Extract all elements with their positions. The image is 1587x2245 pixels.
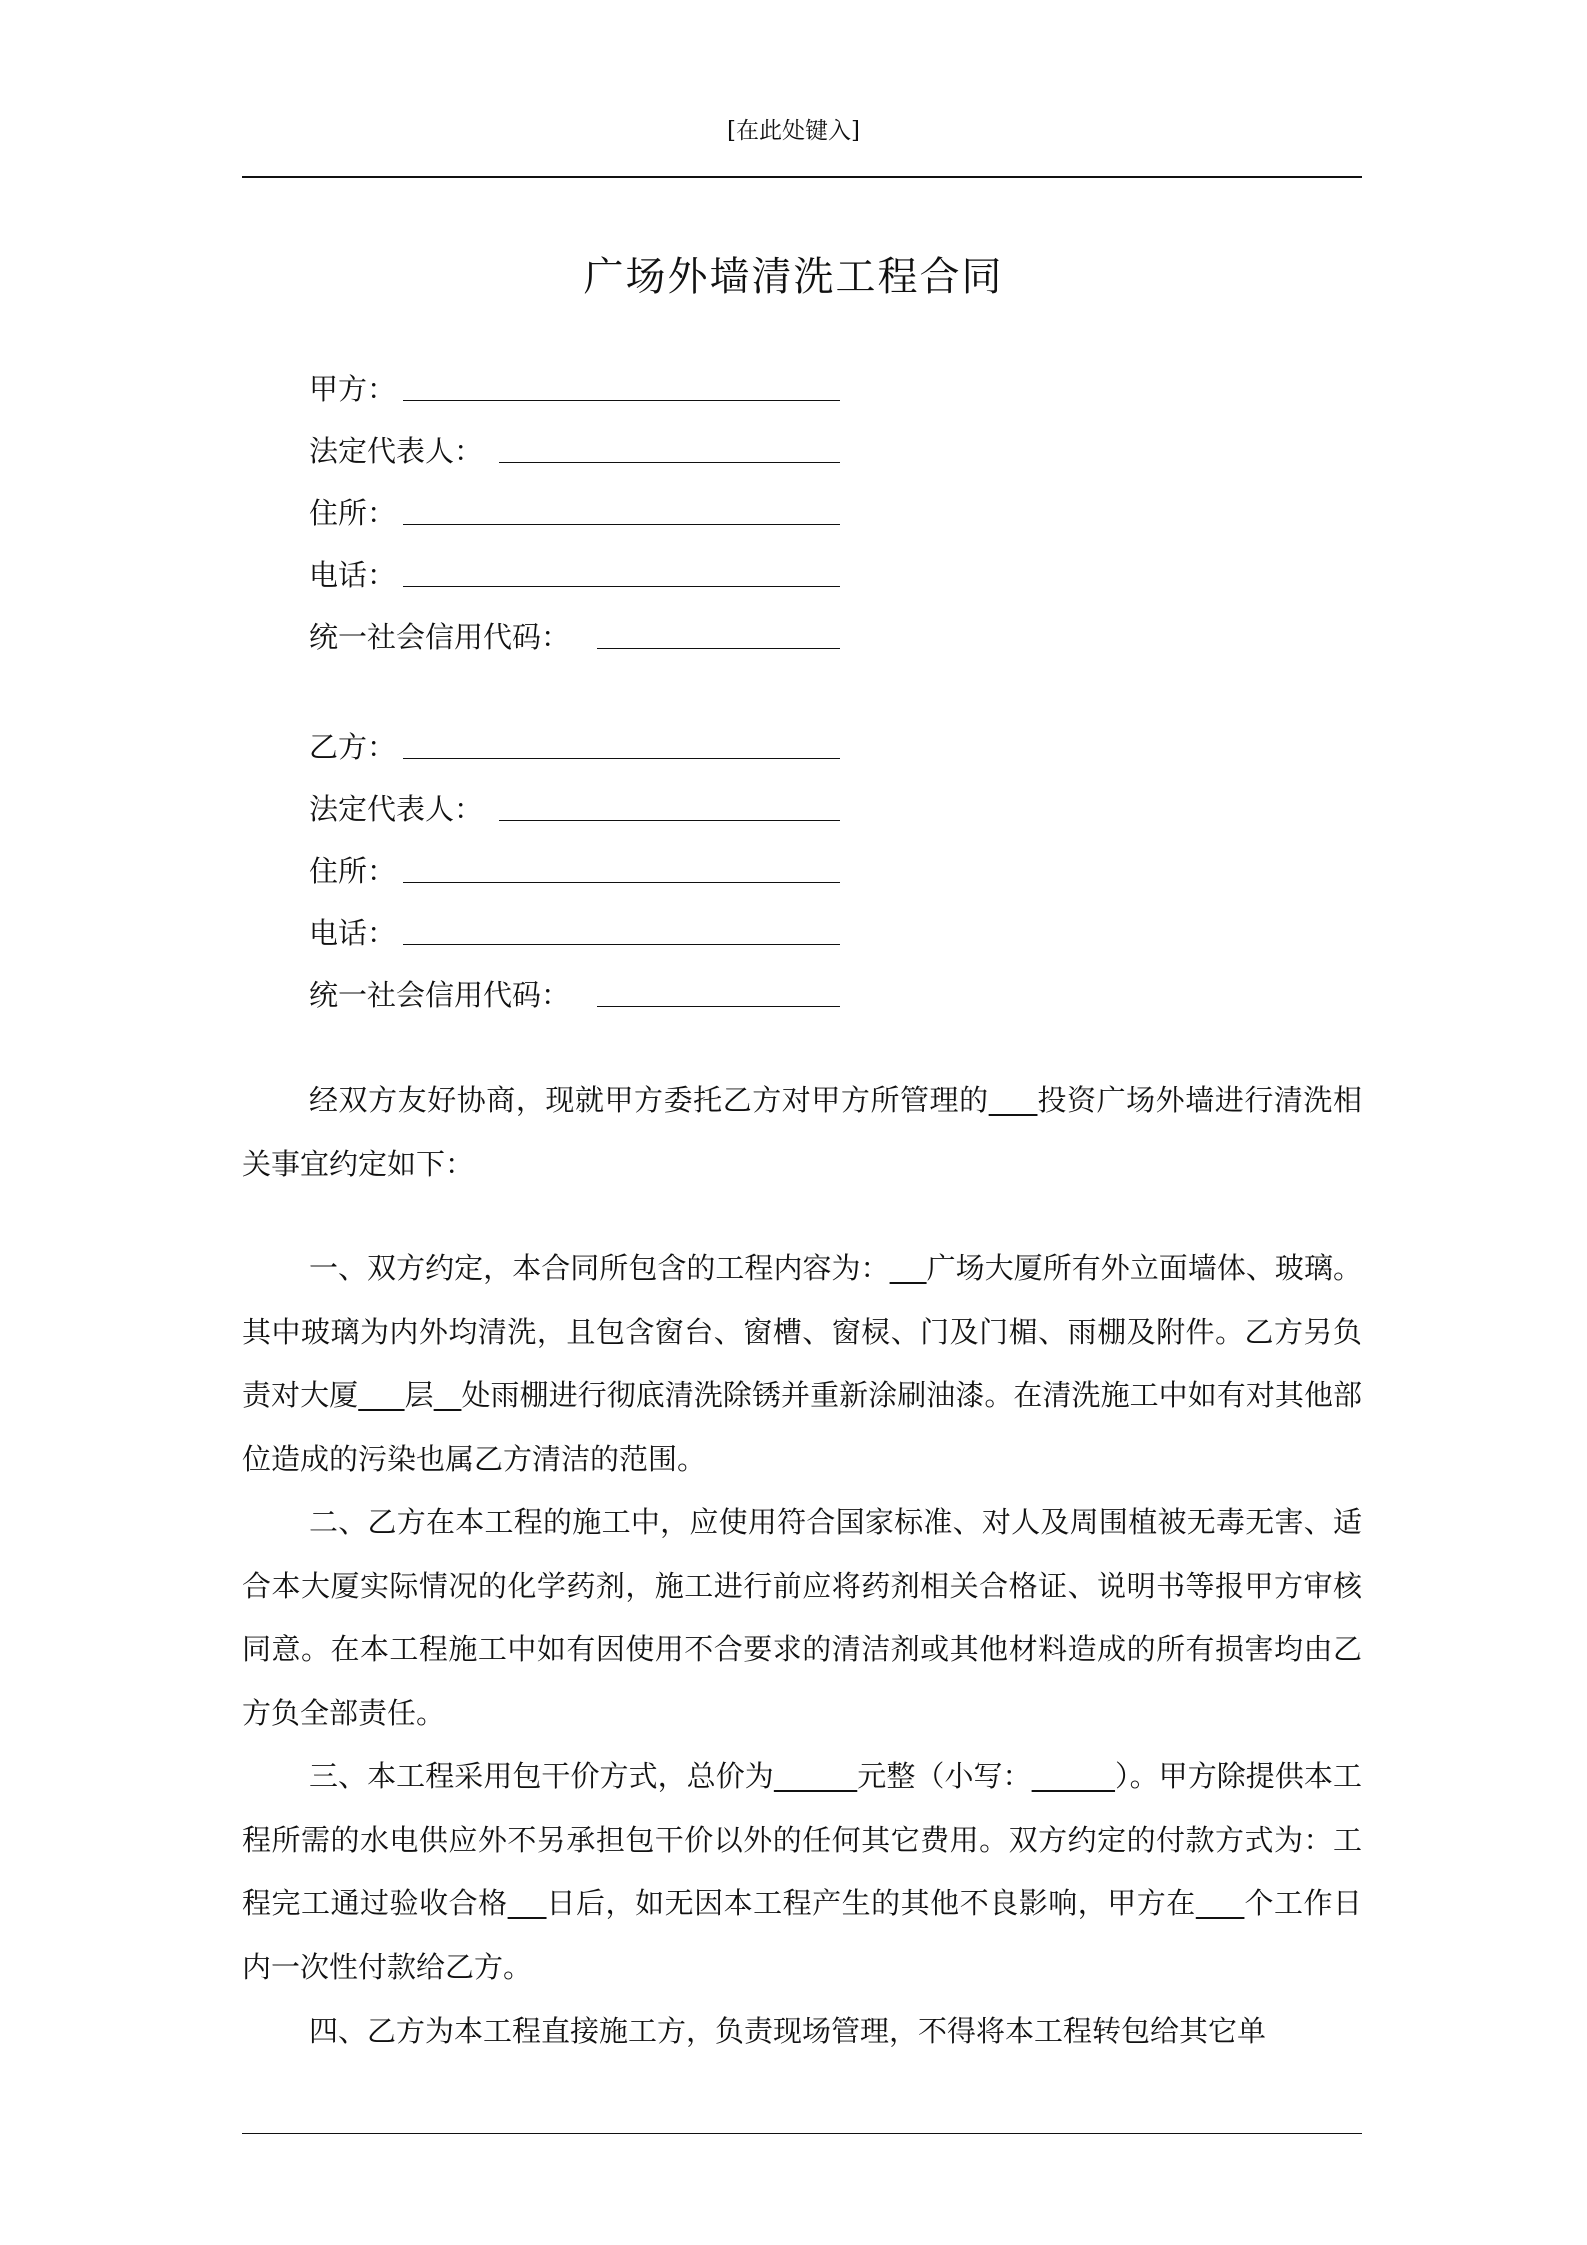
clause-text: 三、本工程采用包干价方式，总价为	[309, 1759, 774, 1793]
fill-blank[interactable]	[434, 1378, 462, 1412]
field-label: 电话：	[309, 916, 397, 950]
fill-blank[interactable]	[1196, 1886, 1245, 1920]
clause-text: 二、乙方在本工程的施工中，应使用符合国家标准、对人及周围植被无毒无害、适合本大厦实际情况的化学药剂，施工进行前应将药剂相关合格证、说明书等报甲方审核同意。在本工程施工中如有因使用不合要求的清洁剂或其他材料造成的所有损害均由乙方负全部责任。	[242, 1505, 1362, 1730]
party-b-address-field	[309, 840, 570, 902]
clause-4	[242, 2000, 1362, 2064]
field-label: 统一社会信用代码：	[309, 620, 571, 654]
party-a-phone-field	[309, 544, 570, 606]
fill-blank[interactable]	[890, 1251, 927, 1285]
intro-text: 经双方友好协商，现就甲方委托乙方对甲方所管理的	[309, 1083, 989, 1117]
clause-text: ）。甲方除提供本工程所需的水电供应外不另承担包干价以外的任何其它费用。双方约定的付款方式为：工程完工通过验收合格	[242, 1759, 1362, 1920]
field-label: 电话：	[309, 558, 397, 592]
field-label: 甲方：	[309, 372, 397, 406]
fill-blank[interactable]	[499, 462, 840, 463]
header-rule	[242, 176, 1362, 178]
fill-blank[interactable]	[597, 648, 840, 649]
fill-blank[interactable]	[989, 1083, 1038, 1117]
clause-text: 处雨棚进行彻底清洗除锈并重新涂刷油漆。在清洗施工中如有对其他部位造成的污染也属乙方清洁的范围。	[242, 1378, 1362, 1476]
clause-text: 一、双方约定，本合同所包含的工程内容为：	[309, 1251, 890, 1285]
clause-3	[242, 1745, 1362, 1999]
party-b-rep-field	[309, 778, 570, 840]
party-b-phone-field	[309, 902, 570, 964]
party-a-address-field	[309, 482, 570, 544]
fill-blank[interactable]	[403, 524, 840, 525]
field-label: 法定代表人：	[309, 434, 484, 468]
clause-2	[242, 1491, 1362, 1745]
party-a-rep-field	[309, 420, 570, 482]
clause-text: 元整（小写：	[857, 1759, 1032, 1793]
intro-text: 投资广场外墙进行清洗相关事宜约定如下：	[242, 1083, 1362, 1181]
fill-blank[interactable]	[403, 758, 840, 759]
party-a-name-field	[309, 358, 570, 420]
footer-rule	[242, 2133, 1362, 2134]
party-a-fields	[309, 358, 570, 668]
party-a-credit-code-field	[309, 606, 570, 668]
fill-blank[interactable]	[403, 586, 840, 587]
fill-blank[interactable]	[1032, 1759, 1115, 1793]
field-label: 住所：	[309, 496, 397, 530]
fill-blank[interactable]	[597, 1006, 840, 1007]
fill-blank[interactable]	[403, 882, 840, 883]
field-label: 法定代表人：	[309, 792, 484, 826]
intro-paragraph	[242, 1069, 1362, 1196]
clause-text: 个工作日内一次性付款给乙方。	[242, 1886, 1362, 1984]
fill-blank[interactable]	[403, 944, 840, 945]
clause-text: 层	[404, 1378, 434, 1412]
field-label: 统一社会信用代码：	[309, 978, 571, 1012]
fill-blank[interactable]	[774, 1759, 857, 1793]
fill-blank[interactable]	[358, 1378, 404, 1412]
fill-blank[interactable]	[508, 1886, 547, 1920]
field-label: 乙方：	[309, 730, 397, 764]
clause-1	[242, 1237, 1362, 1491]
clause-text: 广场大厦所有外立面墙体、玻璃。其中玻璃为内外均清洗，且包含窗台、窗槽、窗棂、门及门楣、雨棚及附件。乙方另负责对大厦	[242, 1251, 1362, 1412]
party-b-name-field	[309, 716, 570, 778]
party-b-credit-code-field	[309, 964, 570, 1026]
clause-text: 日后，如无因本工程产生的其他不良影响，甲方在	[546, 1886, 1196, 1920]
fill-blank[interactable]	[403, 400, 840, 401]
clause-text: 四、乙方为本工程直接施工方，负责现场管理，不得将本工程转包给其它单	[309, 2014, 1267, 2048]
field-label: 住所：	[309, 854, 397, 888]
party-b-fields	[309, 716, 570, 1026]
fill-blank[interactable]	[499, 820, 840, 821]
document-title: 广场外墙清洗工程合同	[583, 254, 1004, 300]
page-header: [在此处键入]	[727, 118, 860, 144]
